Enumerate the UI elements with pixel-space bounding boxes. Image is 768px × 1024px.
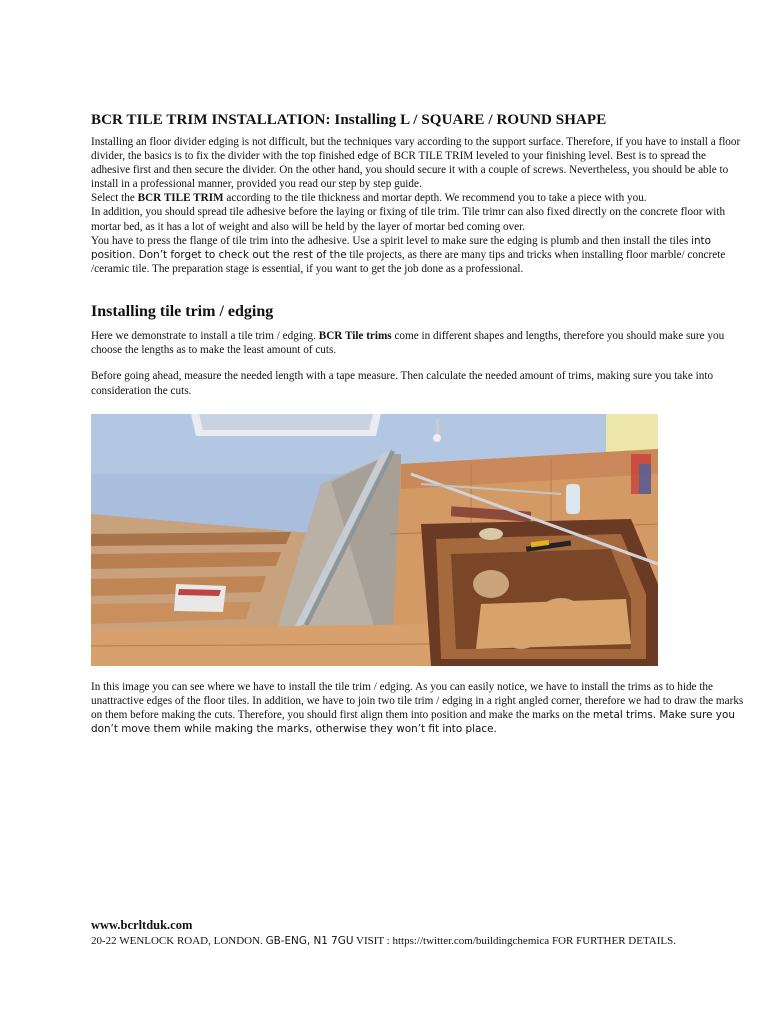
- address-visit-text: VISIT : https://twitter.com/buildingchemica FOR FURTHER DETAILS.: [353, 935, 676, 947]
- intro-text: tile projects, as there are many tips and tricks when installing floor marble/ concrete /ceramic tile. The preparation stage is essential, if you want to get the job done as a professional.: [91, 248, 726, 275]
- footer-address: [91, 935, 676, 947]
- paragraph-text: Here we demonstrate to install a tile trim / edging.: [91, 330, 319, 342]
- paragraph-measure: Before going ahead, measure the needed length with a tape measure. Then calculate the needed amount of trims, making sure you take into consideration the cuts.: [91, 370, 714, 398]
- intro-section: [91, 135, 741, 276]
- intro-paragraph-1: Installing an floor divider edging is not difficult, but the techniques vary according to the support surface. Therefore, if you have to install a floor divider, the basics is to fix the divider with the top finished edge of BCR TILE TRIM leveled to your finishing level. Best is to spread the adhesive first and then secure the divider. On the other hand, you should secure it with a couple of screws. Nevertheless, you should be able to install in a professional manner, provided you read our step by step guide.: [91, 136, 741, 191]
- intro-text: according to the tile thickness and mortar depth. We recommend you to take a piece with you.: [223, 192, 647, 205]
- page-title: BCR TILE TRIM INSTALLATION: Installing L / SQUARE / ROUND SHAPE: [91, 112, 607, 128]
- paragraph-text: come in different shapes and lengths, therefore you should make sure you choose the lengths as to make the least amount of cuts.: [91, 330, 725, 357]
- product-name-bold: BCR TILE TRIM: [137, 192, 224, 205]
- paragraph-text: In this image you can see where we have to install the tile trim / edging. As you can easily notice, we have to install the trims as to hide the unattractive edges of the floor tiles. In addition, we have to join two tile trim / edging in a right angled corner, therefore we had to draw the marks on them before making the cuts. Therefore, you should first align them into position and make the marks on the: [91, 681, 744, 721]
- section-heading: Installing tile trim / edging: [91, 303, 274, 320]
- product-name-bold: BCR Tile trims: [318, 330, 392, 342]
- intro-paragraph-3: In addition, you should spread tile adhesive before the laying or fixing of tile trim. Tile trimr can also fixed directly on the concrete floor with mortar bed, as it has a lot of weight and also will be held by the layer of mortar bed coming over.: [91, 206, 726, 233]
- paragraph-text-sans: metal trims. Make sure you don’t move them while making the marks, otherwise they won’t fit into place.: [91, 708, 735, 735]
- address-text: 20-22 WENLOCK ROAD, LONDON.: [91, 935, 266, 947]
- intro-text-sans: into position. Don’t forget to check out the rest of the: [91, 234, 711, 261]
- paragraph-image-description: [91, 681, 746, 737]
- intro-text: Select the: [91, 192, 138, 205]
- installation-photo: [91, 414, 658, 666]
- intro-text: You have to press the flange of tile trim into the adhesive. Use a spirit level to make sure the edging is plumb and then install the tiles: [91, 234, 692, 247]
- intro-paragraph-4: [91, 234, 741, 276]
- paragraph-demonstrate: [91, 329, 741, 357]
- intro-paragraph-2: [91, 191, 741, 205]
- footer-website: www.bcrltduk.com: [91, 918, 193, 932]
- address-postcode: GB-ENG, N1 7GU: [265, 935, 354, 947]
